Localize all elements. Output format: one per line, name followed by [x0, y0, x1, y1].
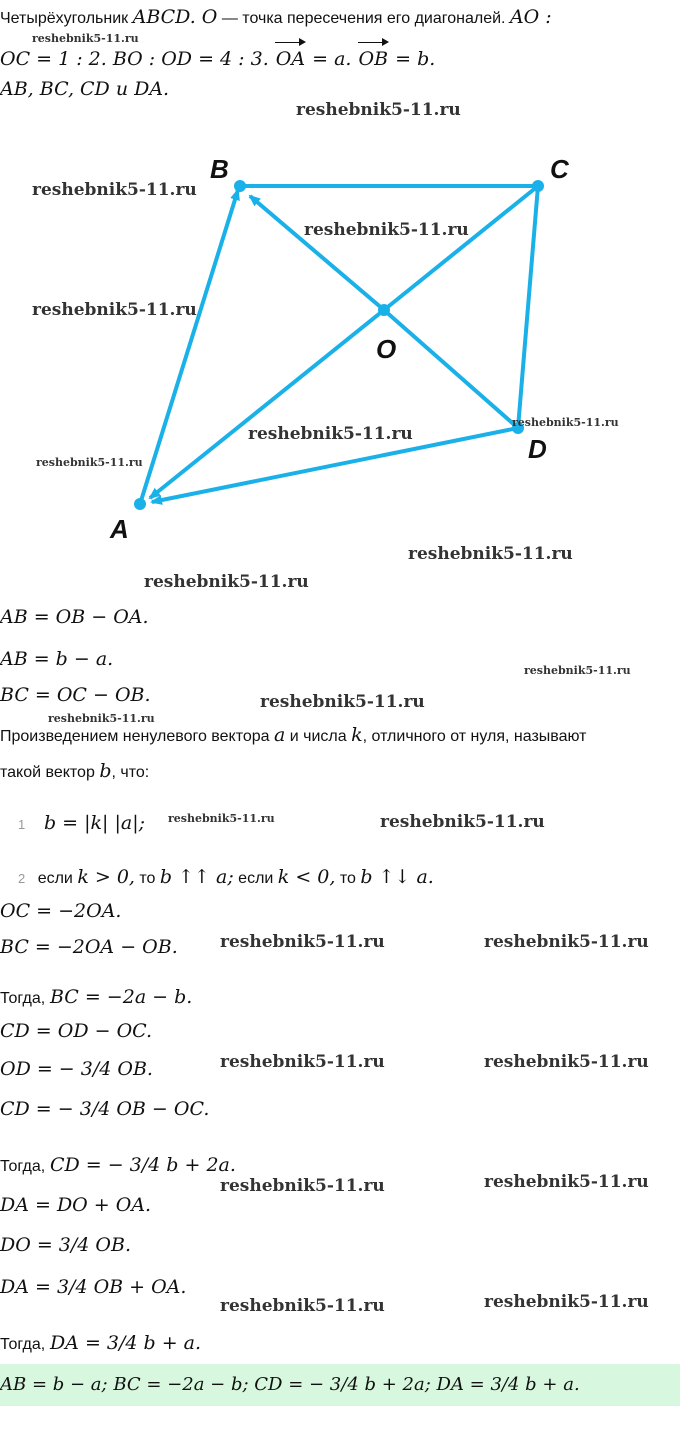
definition-line-2: такой вектор b, что:	[0, 760, 150, 782]
definition-item-2: 2 если k > 0, то b ↑↑ a; если k < 0, то b ↑↓ a.	[18, 866, 434, 888]
task-line-3	[0, 78, 169, 100]
intro-math: ABCD. O	[132, 6, 218, 28]
vector-ob: OB	[358, 42, 390, 70]
definition-line-1: Произведением ненулевого вектора a и числа k, отличного от нуля, называют	[0, 724, 587, 746]
watermark: reshebnik5-11.ru	[32, 32, 139, 45]
eq-a: = a.	[312, 48, 352, 70]
line-da-3: Тогда, DA = 3/4 b + a.	[0, 1332, 202, 1354]
side-cd	[518, 186, 538, 428]
line-bc-2: BC = −2OA − OB.	[0, 936, 178, 958]
line-bc-1: BC = OC − OB.	[0, 684, 151, 706]
point-a	[134, 498, 146, 510]
ao-math: AO :	[509, 6, 552, 28]
watermark: reshebnik5-11.ru	[168, 812, 275, 825]
intro-text: Четырёхугольник	[0, 10, 129, 27]
final-answer: AB = b − a; BC = −2a − b; CD = − 3/4 b + 2a; DA = 3/4 b + a.	[0, 1364, 680, 1406]
watermark: reshebnik5-11.ru	[260, 692, 425, 712]
label-d: D	[528, 434, 547, 464]
label-c: C	[550, 154, 569, 184]
intro-text-2: — точка пересечения его диагоналей.	[221, 10, 506, 27]
watermark: reshebnik5-11.ru	[32, 180, 197, 200]
vector-ob-line	[250, 196, 384, 310]
watermark: reshebnik5-11.ru	[220, 1052, 385, 1072]
watermark: reshebnik5-11.ru	[144, 572, 309, 592]
ratio-text: OC = 1 : 2. BO : OD = 4 : 3.	[0, 48, 269, 70]
line-da-2: DA = 3/4 OB + OA.	[0, 1276, 187, 1298]
watermark: reshebnik5-11.ru	[220, 1296, 385, 1316]
line-do: DO = 3/4 OB.	[0, 1234, 132, 1256]
diag-od	[384, 310, 518, 428]
watermark: reshebnik5-11.ru	[304, 220, 469, 240]
watermark: reshebnik5-11.ru	[220, 1176, 385, 1196]
watermark: reshebnik5-11.ru	[32, 300, 197, 320]
line-cd-2: CD = − 3/4 OB − OC.	[0, 1098, 210, 1120]
task-line-2	[0, 42, 435, 70]
label-o: O	[376, 334, 397, 364]
watermark: reshebnik5-11.ru	[408, 544, 573, 564]
point-c	[532, 180, 544, 192]
watermark: reshebnik5-11.ru	[248, 424, 413, 444]
line-cd-3: Тогда, CD = − 3/4 b + 2a.	[0, 1154, 236, 1176]
watermark: reshebnik5-11.ru	[48, 712, 155, 725]
line-oc: OC = −2OA.	[0, 900, 122, 922]
definition-item-1: 1 b = |k| |a|;	[18, 812, 146, 834]
watermark: reshebnik5-11.ru	[484, 1052, 649, 1072]
watermark: reshebnik5-11.ru	[220, 932, 385, 952]
eq-b: = b.	[395, 48, 436, 70]
line-ab-1: AB = OB − OA.	[0, 606, 149, 628]
side-ab	[140, 190, 238, 504]
vector-oa-line	[150, 310, 384, 498]
label-b: B	[210, 154, 229, 184]
watermark: reshebnik5-11.ru	[484, 932, 649, 952]
find-list: AB, BC, CD и DA.	[0, 78, 170, 100]
line-da-1: DA = DO + OA.	[0, 1194, 152, 1216]
vector-oa: OA	[275, 42, 306, 70]
watermark: reshebnik5-11.ru	[512, 416, 619, 429]
watermark: reshebnik5-11.ru	[36, 456, 143, 469]
watermark: reshebnik5-11.ru	[484, 1292, 649, 1312]
label-a: A	[110, 514, 129, 544]
watermark: reshebnik5-11.ru	[380, 812, 545, 832]
point-b	[234, 180, 246, 192]
line-cd-1: CD = OD − OC.	[0, 1020, 153, 1042]
line-bc-3: Тогда, BC = −2a − b.	[0, 986, 193, 1008]
line-ab-2: AB = b − a.	[0, 648, 114, 670]
point-o	[378, 304, 390, 316]
watermark: reshebnik5-11.ru	[296, 100, 461, 120]
watermark: reshebnik5-11.ru	[484, 1172, 649, 1192]
watermark: reshebnik5-11.ru	[524, 664, 631, 677]
line-od: OD = − 3/4 OB.	[0, 1058, 153, 1080]
diag-oc	[384, 186, 538, 310]
task-line-1	[0, 6, 552, 28]
